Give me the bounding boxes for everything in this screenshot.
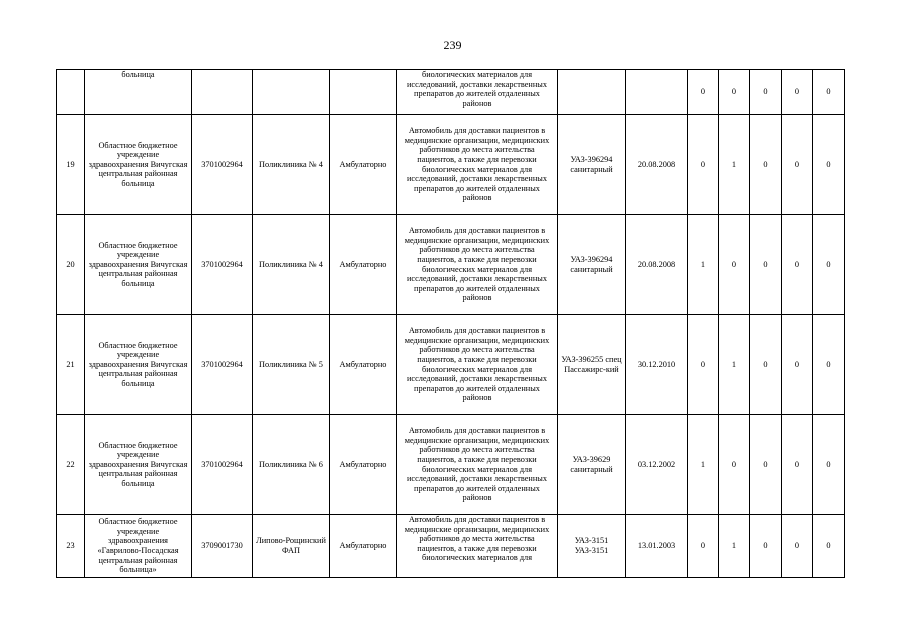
- vehicle-register-table: [56, 69, 845, 578]
- date-cell: 30.12.2010: [626, 315, 688, 415]
- table-row: [57, 315, 845, 415]
- division-cell: Поликлиника № 6: [253, 415, 330, 515]
- division-cell: Поликлиника № 4: [253, 215, 330, 315]
- purpose-cell: Автомобиль для доставки пациентов в медицинские организации, медицинских работников до места жительства пациентов, а также для перевозки биологических материалов для исследований, доставки лекарственных препаратов до жителей отдаленных районов: [397, 315, 558, 415]
- division-cell: Липово-Рощинский ФАП: [253, 515, 330, 578]
- date-cell: 13.01.2003: [626, 515, 688, 578]
- row-number: [57, 70, 85, 115]
- count-cell: 0: [688, 70, 719, 115]
- table-row: [57, 115, 845, 215]
- count-cell: 0: [688, 115, 719, 215]
- date-cell: [626, 70, 688, 115]
- count-cell: 0: [782, 115, 813, 215]
- row-number: 19: [57, 115, 85, 215]
- table-row: [57, 415, 845, 515]
- count-cell: 0: [813, 415, 845, 515]
- row-number: 22: [57, 415, 85, 515]
- vehicle-cell: УАЗ-396255 спец Пассажирс-кий: [558, 315, 626, 415]
- care-type-cell: Амбулаторно: [330, 515, 397, 578]
- inn-cell: 3701002964: [192, 415, 253, 515]
- row-number: 23: [57, 515, 85, 578]
- count-cell: 0: [688, 515, 719, 578]
- date-cell: 03.12.2002: [626, 415, 688, 515]
- date-cell: 20.08.2008: [626, 215, 688, 315]
- care-type-cell: Амбулаторно: [330, 215, 397, 315]
- count-cell: 0: [813, 215, 845, 315]
- date-cell: 20.08.2008: [626, 115, 688, 215]
- care-type-cell: Амбулаторно: [330, 315, 397, 415]
- row-number: 21: [57, 315, 85, 415]
- count-cell: 0: [813, 70, 845, 115]
- count-cell: 0: [750, 515, 782, 578]
- purpose-cell: Автомобиль для доставки пациентов в медицинские организации, медицинских работников до места жительства пациентов, а также для перевозки биологических материалов для: [397, 515, 558, 578]
- count-cell: 0: [782, 515, 813, 578]
- purpose-cell: Автомобиль для доставки пациентов в медицинские организации, медицинских работников до места жительства пациентов, а также для перевозки биологических материалов для исследований, доставки лекарственных препаратов до жителей отдаленных районов: [397, 115, 558, 215]
- inn-cell: 3701002964: [192, 115, 253, 215]
- organization-cell: больница: [85, 70, 192, 115]
- division-cell: [253, 70, 330, 115]
- vehicle-cell: [558, 515, 626, 578]
- vehicle-line: УАЗ-3151: [574, 536, 609, 546]
- count-cell: 0: [719, 415, 750, 515]
- count-cell: 1: [719, 315, 750, 415]
- table-row: [57, 515, 845, 578]
- count-cell: 0: [782, 215, 813, 315]
- inn-cell: 3701002964: [192, 215, 253, 315]
- vehicle-cell: УАЗ-396294 санитарный: [558, 115, 626, 215]
- care-type-cell: Амбулаторно: [330, 115, 397, 215]
- count-cell: 0: [750, 115, 782, 215]
- count-cell: 0: [750, 315, 782, 415]
- page-number: 239: [443, 38, 462, 52]
- vehicle-cell: УАЗ-396294 санитарный: [558, 215, 626, 315]
- count-cell: 0: [813, 315, 845, 415]
- organization-cell: Областное бюджетное учреждение здравоохранения «Гаврилово-Посадская центральная районная больница»: [85, 515, 192, 578]
- inn-cell: 3709001730: [192, 515, 253, 578]
- count-cell: 0: [719, 215, 750, 315]
- inn-cell: 3701002964: [192, 315, 253, 415]
- count-cell: 0: [719, 70, 750, 115]
- table-row: [57, 215, 845, 315]
- count-cell: 0: [750, 215, 782, 315]
- vehicle-cell: УАЗ-39629 санитарный: [558, 415, 626, 515]
- count-cell: 0: [813, 515, 845, 578]
- organization-cell: Областное бюджетное учреждение здравоохранения Вичугская центральная районная больница: [85, 215, 192, 315]
- count-cell: 0: [782, 70, 813, 115]
- count-cell: 0: [688, 315, 719, 415]
- row-number: 20: [57, 215, 85, 315]
- count-cell: 0: [782, 315, 813, 415]
- vehicle-line: УАЗ-3151: [574, 546, 609, 555]
- organization-cell: Областное бюджетное учреждение здравоохранения Вичугская центральная районная больница: [85, 315, 192, 415]
- count-cell: 1: [688, 415, 719, 515]
- count-cell: 0: [782, 415, 813, 515]
- count-cell: 0: [750, 70, 782, 115]
- count-cell: 1: [719, 515, 750, 578]
- count-cell: 0: [813, 115, 845, 215]
- purpose-cell: Автомобиль для доставки пациентов в медицинские организации, медицинских работников до места жительства пациентов, а также для перевозки биологических материалов для исследований, доставки лекарственных препаратов до жителей отдаленных районов: [397, 415, 558, 515]
- division-cell: Поликлиника № 5: [253, 315, 330, 415]
- inn-cell: [192, 70, 253, 115]
- table-row: [57, 70, 845, 115]
- division-cell: Поликлиника № 4: [253, 115, 330, 215]
- organization-cell: Областное бюджетное учреждение здравоохранения Вичугская центральная районная больница: [85, 415, 192, 515]
- count-cell: 0: [750, 415, 782, 515]
- care-type-cell: Амбулаторно: [330, 415, 397, 515]
- vehicle-cell: [558, 70, 626, 115]
- purpose-cell: биологических материалов для исследований, доставки лекарственных препаратов до жителей отдаленных районов: [397, 70, 558, 115]
- count-cell: 1: [719, 115, 750, 215]
- care-type-cell: [330, 70, 397, 115]
- count-cell: 1: [688, 215, 719, 315]
- organization-cell: Областное бюджетное учреждение здравоохранения Вичугская центральная районная больница: [85, 115, 192, 215]
- purpose-cell: Автомобиль для доставки пациентов в медицинские организации, медицинских работников до места жительства пациентов, а также для перевозки биологических материалов для исследований, доставки лекарственных препаратов до жителей отдаленных районов: [397, 215, 558, 315]
